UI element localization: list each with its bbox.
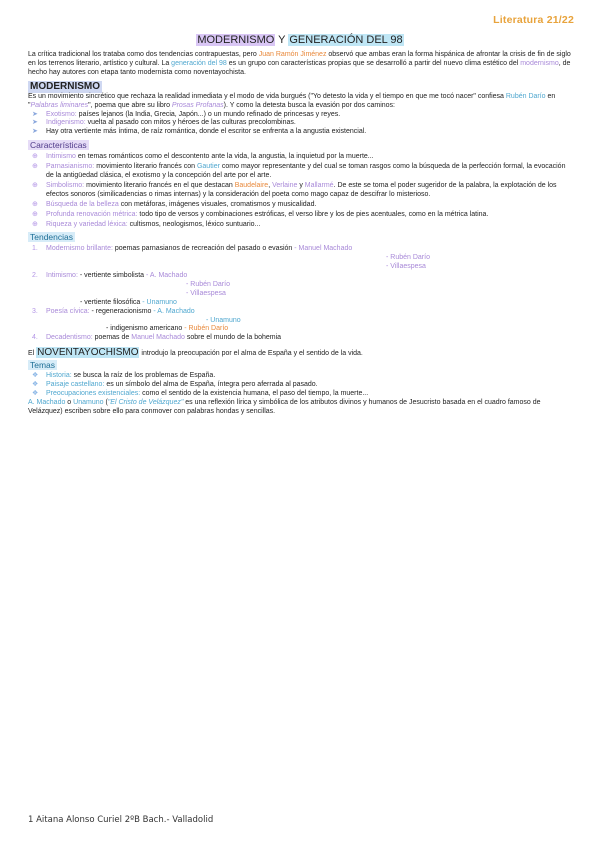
diamond-bullet-icon: ❖ <box>32 372 39 380</box>
item-text: vuelta al pasado con mitos y héroes de las culturas precolombinas. <box>85 119 296 127</box>
diamond-bullet-icon: ❖ <box>32 389 39 397</box>
item-text: Hay otra vertiente más íntima, de raíz romántica, donde el escritor se enfrenta a la angustia existencial. <box>46 128 367 136</box>
item-text: y <box>297 181 305 189</box>
author-name: - A. Machado <box>144 272 188 280</box>
item-text: , <box>268 181 273 189</box>
circle-plus-bullet-icon: ⊕ <box>32 210 38 218</box>
list-item <box>28 163 572 181</box>
item-keyword: Exotismo: <box>46 110 77 118</box>
author-name: - Rubén Darío <box>386 254 430 262</box>
item-keyword: Intimismo <box>46 153 76 161</box>
circle-plus-bullet-icon: ⊕ <box>32 200 38 208</box>
list-item <box>28 119 572 128</box>
work-title: Prosas Profanas <box>171 101 224 109</box>
item-keyword: Preocupaciones existenciales: <box>46 389 141 397</box>
author-line <box>28 281 572 290</box>
list-item <box>28 334 572 343</box>
author-name: Manuel Machado <box>131 334 185 342</box>
item-text: . De este se toma el poder sugeridor de la palabra, la explotación de los efectos sonoros (similicadencias o rimas internas) y la consideración del poeta como mago capaz de descifrar lo misterioso. <box>46 181 557 198</box>
item-text: movimiento literario francés en el que destacan <box>84 181 235 189</box>
author-name: Gautier <box>196 163 220 171</box>
item-number: 2. <box>32 272 38 280</box>
list-item <box>28 308 572 317</box>
paragraph-text: ", poema que abre su libro <box>88 101 172 109</box>
author-name: Baudelaire <box>234 181 269 189</box>
section-heading-temas: Temas <box>30 360 56 371</box>
author-name: - Villaespesa <box>386 263 426 271</box>
intro-paragraph <box>28 51 572 78</box>
arrow-bullet-icon: ➤ <box>32 128 38 136</box>
item-number: 1. <box>32 245 38 253</box>
author-name: Verlaine <box>272 181 298 189</box>
temas-paragraph <box>28 399 572 417</box>
intro-text: observó que ambas eran la forma hispánica de afrontar la crisis de fin de siglo en los terrenos literario, artístico y cultural. La <box>28 51 571 67</box>
author-name: - Manuel Machado <box>292 245 353 253</box>
item-number: 3. <box>32 307 38 315</box>
modernismo-paragraph <box>28 93 572 111</box>
item-keyword: Profunda renovación métrica: <box>46 210 138 218</box>
document-body <box>28 51 572 417</box>
item-text: - vertiente filosófica <box>80 298 141 306</box>
evasion-list <box>28 111 572 138</box>
section-heading-modernismo: MODERNISMO <box>30 80 100 92</box>
list-item <box>28 381 572 390</box>
subject-label: Literatura 21/22 <box>493 14 574 26</box>
list-item <box>28 182 572 200</box>
caracteristicas-list <box>28 153 572 229</box>
paragraph-text: o <box>65 398 74 406</box>
list-item <box>28 272 572 281</box>
author-name: Juan Ramón Jiménez <box>258 51 327 58</box>
paragraph-text: ). Y como la detesta busca la evasión por dos caminos: <box>223 101 395 109</box>
noventayochismo-paragraph <box>28 349 572 359</box>
item-text: como el sentido de la existencia humana, el paso del tiempo, la muerte... <box>140 389 369 397</box>
author-line <box>28 263 572 272</box>
item-keyword: Indigenismo: <box>46 119 86 127</box>
item-text: movimiento literario francés con <box>94 163 197 171</box>
item-text: cultismos, neologismos, léxico suntuario... <box>127 220 261 228</box>
item-keyword: Intimismo: <box>46 272 78 280</box>
noventayochismo-highlight: NOVENTAYOCHISMO <box>37 347 139 359</box>
item-keyword: Decadentismo: <box>46 334 93 342</box>
list-item <box>28 201 572 210</box>
circle-plus-bullet-icon: ⊕ <box>32 153 38 161</box>
list-item <box>28 390 572 399</box>
tendencias-list <box>28 245 572 343</box>
intro-text: , de hecho hay autores con etapa tanto modernista como noventayochista. <box>28 59 571 76</box>
item-text: en temas románticos como el descontento ante la vida, la angustia, la inquietud por la muerte... <box>75 153 374 161</box>
item-text: todo tipo de versos y combinaciones estróficas, el verso libre y los de pies acentuales, como en la métrica latina. <box>137 210 489 218</box>
item-text: - regeneracionismo <box>89 307 152 315</box>
title-modernismo: MODERNISMO <box>197 34 275 46</box>
item-keyword: Paisaje castellano: <box>46 381 105 388</box>
author-name: A. Machado <box>28 398 66 406</box>
paragraph-text: en " <box>28 92 556 109</box>
item-text: poemas parnasianos de recreación del pasado o evasión <box>112 245 293 253</box>
item-keyword: Historia: <box>46 372 72 380</box>
author-name: - A. Machado <box>151 307 195 315</box>
title-generacion: GENERACIÓN DEL 98 <box>289 34 403 46</box>
list-item <box>28 211 572 220</box>
author-line <box>28 290 572 299</box>
list-item <box>28 153 572 162</box>
section-heading-tendencias: Tendencias <box>30 232 74 243</box>
circle-plus-bullet-icon: ⊕ <box>32 220 38 228</box>
paragraph-text: introdujo la preocupación por el alma de España y el sentido de la vida. <box>139 350 363 358</box>
arrow-bullet-icon: ➤ <box>32 119 38 127</box>
item-keyword: Poesía cívica: <box>46 307 90 315</box>
work-title: "El Cristo de Velázquez" <box>107 398 184 406</box>
paragraph-text: ( <box>103 398 108 406</box>
author-line <box>28 325 572 334</box>
author-name: Unamuno <box>73 398 104 406</box>
item-text: es un símbolo del alma de España, íntegra pero aferrada al pasado. <box>104 381 318 388</box>
list-item <box>28 221 572 230</box>
list-item <box>28 111 572 120</box>
item-keyword: Parnasianismo: <box>46 163 95 171</box>
author-name: Mallarmé <box>304 181 334 189</box>
term-highlight: modernismo <box>520 59 559 67</box>
author-name: - Unamuno <box>206 316 241 324</box>
item-text: - vertiente simbolista <box>77 272 145 280</box>
item-keyword: Búsqueda de la belleza <box>46 200 119 208</box>
arrow-bullet-icon: ➤ <box>32 110 38 118</box>
author-line <box>28 299 572 308</box>
intro-text: La crítica tradicional los trataba como dos tendencias contrapuestas, pero <box>28 51 259 58</box>
list-item <box>28 372 572 381</box>
author-name: - Rubén Darío <box>186 280 230 288</box>
item-keyword: Riqueza y variedad léxica: <box>46 220 128 228</box>
author-name: - Unamuno <box>140 298 177 306</box>
paragraph-text: El <box>28 350 37 358</box>
paragraph-text: Es un movimiento sincrético que rechaza la realidad inmediata y el modo de vida burgués ("Yo detesto la vida y el tiempo en que me tocó nacer" confiesa <box>28 92 506 100</box>
diamond-bullet-icon: ❖ <box>32 381 39 388</box>
author-name: - Villaespesa <box>186 289 226 297</box>
section-heading-caracteristicas: Características <box>30 140 87 151</box>
item-text: poemas de <box>92 334 132 342</box>
circle-plus-bullet-icon: ⊕ <box>32 163 38 171</box>
item-text: sobre el mundo de la bohemia <box>184 334 282 342</box>
list-item <box>28 128 572 137</box>
item-keyword: Simbolismo: <box>46 181 85 189</box>
item-number: 4. <box>32 334 38 342</box>
work-title: Palabras liminares <box>30 101 89 109</box>
page-title <box>0 34 600 46</box>
item-text: con metáforas, imágenes visuales, cromatismos y musicalidad. <box>118 200 317 208</box>
item-text: como mayor representante y del cual se toman rasgos como la búsqueda de la perfección formal, la evocación de la antigüedad clásica, el exotismo y la concepción del arte por el arte. <box>46 163 566 179</box>
intro-text: es un grupo con características propias que se desarrolló a partir del nuevo clima estético del <box>226 59 521 67</box>
item-keyword: Modernismo brillante: <box>46 245 113 253</box>
item-text: se busca la raíz de los problemas de España. <box>71 372 216 380</box>
paragraph-text: es una reflexión lírica y simbólica de los atributos divinos y humanos de Jesucristo basada en el cuadro famoso de Velázquez) escriben sobre ello para conmover con palabras hondas y sencillas. <box>28 398 541 415</box>
temas-list <box>28 372 572 399</box>
author-name: Rubén Darío <box>505 92 546 100</box>
author-line <box>28 254 572 263</box>
circle-plus-bullet-icon: ⊕ <box>32 181 38 189</box>
author-name: - Rubén Darío <box>182 325 229 333</box>
item-text: - indigenismo americano <box>106 325 183 333</box>
author-line <box>28 317 572 326</box>
term-highlight: generación del 98 <box>171 59 227 67</box>
item-text: países lejanos (la India, Grecia, Japón...) o un mundo refinado de princesas y reyes. <box>76 110 341 118</box>
list-item <box>28 245 572 254</box>
footer-signature: 1 Aitana Alonso Curiel 2ºB Bach.- Valladolid <box>28 815 214 825</box>
title-connector: Y <box>275 34 289 46</box>
